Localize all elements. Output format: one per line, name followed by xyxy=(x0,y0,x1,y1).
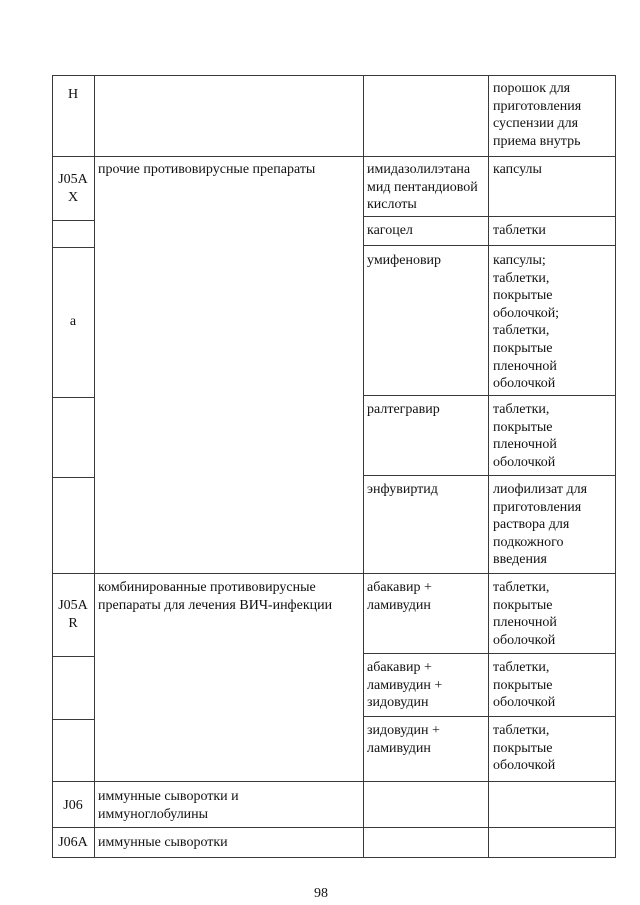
row-divider xyxy=(52,477,95,478)
column-divider xyxy=(488,75,489,858)
drug-name-cell: ралтегравир xyxy=(367,402,440,417)
row-divider xyxy=(363,475,615,476)
row-divider xyxy=(52,719,95,720)
drug-group-cell: комбинированные противовирусные препараты для лечения ВИЧ-инфекции xyxy=(98,580,333,613)
drug-group-cell: прочие противовирусные препараты xyxy=(98,162,316,177)
dosage-form-cell: порошок для приготовления суспензии для приема внутрь xyxy=(493,81,582,149)
row-divider xyxy=(52,656,95,657)
drug-group-cell: иммунные сыворотки и иммуноглобулины xyxy=(98,789,239,822)
drug-name-cell: кагоцел xyxy=(367,223,413,238)
row-divider xyxy=(52,220,95,221)
atc-code-cell: a xyxy=(69,314,77,329)
atc-code-cell: J06 xyxy=(63,798,83,813)
dosage-form-cell: таблетки, покрытые пленочной оболочкой xyxy=(493,580,557,648)
dosage-form-cell: лиофилизат для приготовления раствора для подкожного введения xyxy=(493,482,588,568)
drug-name-cell: умифеновир xyxy=(367,253,442,268)
atc-code-cell: J05A R xyxy=(58,598,88,631)
table-border-top xyxy=(52,75,615,76)
row-divider xyxy=(52,156,615,157)
atc-code-cell: J06A xyxy=(58,835,88,850)
dosage-form-cell: капсулы; таблетки, покрытые оболочкой; таблетки, покрытые пленочной оболочкой xyxy=(493,253,560,392)
atc-code-cell: J05A X xyxy=(58,172,88,205)
table-border-right xyxy=(615,75,616,858)
row-divider xyxy=(363,245,615,246)
row-divider xyxy=(363,653,615,654)
row-divider xyxy=(52,247,95,248)
table-border-bottom xyxy=(52,857,615,858)
dosage-form-cell: таблетки, покрытые пленочной оболочкой xyxy=(493,402,557,470)
dosage-form-cell: таблетки xyxy=(493,223,546,238)
drug-group-cell: иммунные сыворотки xyxy=(98,835,228,850)
row-divider xyxy=(52,781,615,782)
dosage-form-cell: таблетки, покрытые оболочкой xyxy=(493,723,556,774)
drug-name-cell: имидазолилэтана мид пентандиовой кислоты xyxy=(367,162,478,213)
row-divider xyxy=(363,395,615,396)
table-border-left xyxy=(52,75,53,858)
dosage-form-cell: таблетки, покрытые оболочкой xyxy=(493,660,556,711)
drug-name-cell: энфувиртид xyxy=(367,482,438,497)
dosage-form-cell: капсулы xyxy=(493,162,542,177)
row-divider xyxy=(52,827,615,828)
drug-name-cell: абакавир + ламивудин xyxy=(367,580,432,613)
drug-name-cell: абакавир + ламивудин + зидовудин xyxy=(367,660,443,711)
column-divider xyxy=(94,75,95,858)
atc-code-cell: H xyxy=(67,87,79,102)
page-number: 98 xyxy=(314,886,328,901)
row-divider xyxy=(363,216,615,217)
column-divider xyxy=(363,75,364,858)
row-divider xyxy=(52,397,95,398)
row-divider xyxy=(52,573,615,574)
drug-name-cell: зидовудин + ламивудин xyxy=(367,723,440,756)
row-divider xyxy=(363,716,615,717)
